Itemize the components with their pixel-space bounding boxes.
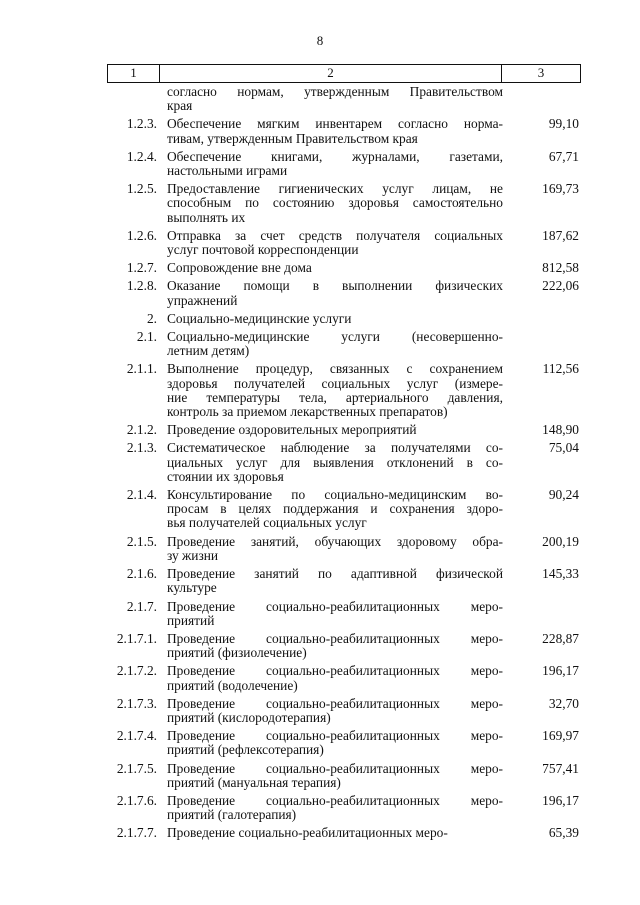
row-description — [167, 697, 503, 725]
row-description — [167, 488, 503, 531]
row-value: 187,62 — [542, 227, 579, 243]
table-body — [107, 85, 581, 841]
row-description — [167, 600, 503, 628]
row-description — [167, 261, 503, 275]
table-row — [107, 632, 581, 660]
description-line: приятий (рефлексотерапия) — [167, 742, 324, 758]
description-line: Проведение социально-реабилитационных меро- — [167, 663, 503, 679]
description-line: Социально-медицинские услуги — [167, 310, 352, 326]
row-value: 228,87 — [542, 630, 579, 646]
table-row — [107, 423, 581, 437]
description-line: Отправка за счет средств получателя социальных — [167, 227, 503, 243]
row-number: 2.1.7.3. — [116, 695, 157, 711]
row-value: 812,58 — [542, 260, 579, 276]
row-number: 2.1.7.7. — [116, 825, 157, 841]
description-line: контроль за приемом лекарственных препаратов) — [167, 404, 448, 420]
row-value: 757,41 — [542, 760, 579, 776]
description-line: Проведение оздоровительных мероприятий — [167, 422, 417, 438]
row-number: 1.2.7. — [126, 260, 157, 276]
row-description — [167, 312, 503, 326]
row-description — [167, 330, 503, 358]
row-description — [167, 826, 503, 840]
row-value: 67,71 — [548, 148, 579, 164]
row-number: 2.1. — [136, 329, 157, 345]
description-line: здоровья получателей социальных услуг (измере- — [167, 375, 503, 391]
row-description — [167, 182, 503, 225]
row-number: 2.1.7. — [126, 598, 157, 614]
table-row — [107, 488, 581, 531]
table-row — [107, 762, 581, 790]
description-line: Систематическое наблюдение за получателями со- — [167, 440, 503, 456]
row-number: 2.1.6. — [126, 566, 157, 582]
row-value — [503, 85, 581, 113]
row-value: 32,70 — [548, 695, 579, 711]
table-row — [107, 279, 581, 307]
row-number: 2.1.5. — [126, 533, 157, 549]
description-line: упражнений — [167, 292, 238, 308]
row-value: 148,90 — [542, 422, 579, 438]
header-col-1: 1 — [108, 65, 160, 82]
description-line: Сопровождение вне дома — [167, 260, 312, 276]
description-line: приятий (галотерапия) — [167, 807, 297, 823]
table-row — [107, 441, 581, 484]
row-value: 99,10 — [548, 116, 579, 132]
description-line: Обеспечение книгами, журналами, газетами, — [167, 148, 503, 164]
row-number: 2.1.7.4. — [116, 728, 157, 744]
table-row — [107, 794, 581, 822]
description-line: Предоставление гигиенических услуг лицам, не — [167, 181, 503, 197]
table-row — [107, 182, 581, 225]
description-line: Проведение социально-реабилитационных меро- — [167, 695, 503, 711]
row-number: 2.1.7.6. — [116, 792, 157, 808]
row-description — [167, 229, 503, 257]
table-row — [107, 85, 581, 113]
description-line: Проведение занятий по адаптивной физической — [167, 566, 503, 582]
table-row — [107, 600, 581, 628]
table-row — [107, 312, 581, 326]
description-line: Проведение социально-реабилитационных меро- — [167, 825, 448, 841]
row-value: 196,17 — [542, 663, 579, 679]
row-value: 196,17 — [542, 792, 579, 808]
description-line: Проведение социально-реабилитационных меро- — [167, 630, 503, 646]
description-line: Проведение социально-реабилитационных меро- — [167, 598, 503, 614]
table-row — [107, 362, 581, 419]
description-line: согласно нормам, утвержденным Правительством — [167, 84, 503, 99]
description-line: зу жизни — [167, 547, 219, 563]
row-value: 145,33 — [542, 566, 579, 582]
row-description — [167, 729, 503, 757]
description-line: выполнять их — [167, 209, 246, 225]
row-description — [167, 279, 503, 307]
description-line: приятий — [167, 612, 215, 628]
row-number: 2.1.7.2. — [116, 663, 157, 679]
description-line: циальных услуг для выявления отклонений в со- — [167, 454, 503, 470]
row-value: 75,04 — [548, 440, 579, 456]
row-description — [167, 632, 503, 660]
row-value — [503, 330, 581, 358]
row-number: 1.2.6. — [126, 227, 157, 243]
table-row — [107, 697, 581, 725]
row-value: 65,39 — [548, 825, 579, 841]
description-line: ние температуры тела, артериального давления, — [167, 389, 503, 405]
description-line: края — [167, 98, 193, 114]
table-row — [107, 150, 581, 178]
table-row — [107, 261, 581, 275]
description-line: Оказание помощи в выполнении физических — [167, 278, 503, 294]
description-line: настольными играми — [167, 163, 288, 179]
row-number: 1.2.4. — [126, 148, 157, 164]
row-number: 2.1.4. — [126, 487, 157, 503]
row-number — [107, 85, 157, 113]
row-number: 2.1.2. — [126, 422, 157, 438]
description-line: услуг почтовой корреспонденции — [167, 242, 359, 258]
description-line: культуре — [167, 580, 217, 596]
description-line: стоянии их здоровья — [167, 468, 284, 484]
row-value: 222,06 — [542, 278, 579, 294]
row-number: 2. — [146, 310, 157, 326]
description-line: Проведение социально-реабилитационных меро- — [167, 728, 503, 744]
table-row — [107, 826, 581, 840]
row-number: 2.1.3. — [126, 440, 157, 456]
description-line: вья получателей социальных услуг — [167, 515, 367, 531]
row-value: 90,24 — [548, 487, 579, 503]
row-description — [167, 441, 503, 484]
row-number: 2.1.1. — [126, 361, 157, 377]
row-description — [167, 150, 503, 178]
row-description — [167, 423, 503, 437]
row-description — [167, 535, 503, 563]
table-row — [107, 117, 581, 145]
description-line: Социально-медицинские услуги (несовершенно- — [167, 329, 503, 345]
row-number: 1.2.5. — [126, 181, 157, 197]
row-value: 200,19 — [542, 533, 579, 549]
row-value: 112,56 — [542, 361, 579, 377]
description-line: приятий (кислородотерапия) — [167, 709, 331, 725]
table-row — [107, 664, 581, 692]
table-row — [107, 729, 581, 757]
row-description — [167, 85, 503, 113]
table-header — [107, 64, 581, 83]
row-description — [167, 117, 503, 145]
description-line: способным по состоянию здоровья самостоятельно — [167, 195, 503, 211]
description-line: Обеспечение мягким инвентарем согласно норма- — [167, 116, 503, 132]
row-description — [167, 362, 503, 419]
row-value: 169,73 — [542, 181, 579, 197]
row-description — [167, 664, 503, 692]
table-row — [107, 229, 581, 257]
table-row — [107, 330, 581, 358]
row-value — [503, 312, 581, 326]
description-line: приятий (водолечение) — [167, 677, 298, 693]
description-line: приятий (физиолечение) — [167, 645, 307, 661]
row-number: 2.1.7.5. — [116, 760, 157, 776]
table-row — [107, 535, 581, 563]
description-line: летним детям) — [167, 343, 250, 359]
row-value — [503, 600, 581, 628]
description-line: Проведение социально-реабилитационных меро- — [167, 792, 503, 808]
row-description — [167, 794, 503, 822]
row-description — [167, 762, 503, 790]
row-number: 1.2.3. — [126, 116, 157, 132]
description-line: Выполнение процедур, связанных с сохранением — [167, 361, 503, 377]
description-line: просам в целях поддержания и сохранения здоро- — [167, 501, 503, 517]
description-line: тивам, утвержденным Правительством края — [167, 130, 418, 146]
description-line: Проведение социально-реабилитационных меро- — [167, 760, 503, 776]
description-line: Консультирование по социально-медицинским во- — [167, 487, 503, 503]
page-number: 8 — [316, 33, 324, 48]
table-row — [107, 567, 581, 595]
row-number: 2.1.7.1. — [116, 630, 157, 646]
header-col-3: 3 — [537, 65, 545, 81]
row-number: 1.2.8. — [126, 278, 157, 294]
header-col-2: 2 — [160, 65, 502, 82]
row-description — [167, 567, 503, 595]
row-value: 169,97 — [542, 728, 579, 744]
description-line: Проведение занятий, обучающих здоровому обра- — [167, 533, 503, 549]
description-line: приятий (мануальная терапия) — [167, 774, 341, 790]
